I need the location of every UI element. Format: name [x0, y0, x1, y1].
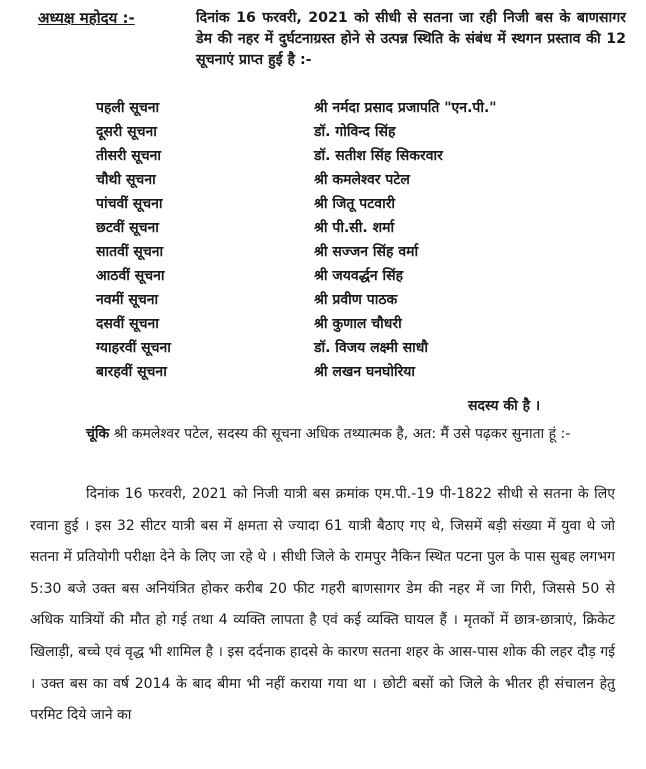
notice-row	[96, 168, 566, 192]
notice-member-name: श्री प्रवीण पाठक	[314, 292, 398, 308]
notice-label: बारहवीं सूचना	[96, 364, 167, 380]
notice-row	[96, 336, 566, 360]
notice-member-name: श्री नर्मदा प्रसाद प्रजापति "एन.पी."	[314, 100, 497, 116]
notice-member-name: डॉ. सतीश सिंह सिकरवार	[314, 148, 443, 164]
notice-label: चौथी सूचना	[96, 172, 156, 188]
paragraph-lead-word: चूंकि	[86, 426, 110, 442]
notice-row	[96, 144, 566, 168]
notice-row	[96, 192, 566, 216]
salutation: अध्यक्ष महोदय :-	[38, 9, 135, 27]
incident-paragraph: दिनांक 16 फरवरी, 2021 को निजी यात्री बस क्रमांक एम.पी.-19 पी-1822 सीधी से सतना के लिए रवाना हुई । इस 32 सीटर यात्री बस में क्षमता से ज्यादा 61 यात्री बैठाए गए थे, जिसमें बड़ी संख्या में युवा थे जो सतना में प्रतियोगी परीक्षा देने के लिए जा रहे थे । सीधी जिले के रामपुर नैकिन स्थित पटना पुल के पास सुबह लगभग 5:30 बजे उक्त बस अनियंत्रित होकर करीब 20 फीट गहरी बाणसागर डेम की नहर में जा गिरी, जिससे 50 से अधिक यात्रियों की मौत हो गई तथा 4 व्यक्ति लापता है एवं कई व्यक्ति घायल हैं । मृतकों में छात्र-छात्राएं, क्रिकेट खिलाड़ी, बच्चे एवं वृद्ध भी शामिल है । इस दर्दनाक हादसे के कारण सतना शहर के आस-पास शोक की लहर दौड़ गई । उक्त बस का वर्ष 2014 के बाद बीमा भी नहीं कराया गया था । छोटी बसों को जिले के भीतर ही संचालन हेतु परमिट दिये जाने का	[30, 486, 615, 724]
notice-row	[96, 216, 566, 240]
notice-member-name: श्री सज्जन सिंह वर्मा	[314, 244, 419, 260]
notice-row	[96, 264, 566, 288]
notice-label: नवमीं सूचना	[96, 292, 159, 308]
notice-row	[96, 120, 566, 144]
notice-member-name: श्री कमलेश्वर पटेल	[314, 172, 410, 188]
notice-label: आठवीं सूचना	[96, 268, 165, 284]
notice-member-name: श्री जितू पटवारी	[314, 196, 396, 212]
notice-member-name: डॉ. विजय लक्ष्मी साधौ	[314, 340, 429, 356]
notice-label: ग्याहरवीं सूचना	[96, 340, 171, 356]
intro-paragraph: दिनांक 16 फरवरी, 2021 को सीधी से सतना जा रही निजी बस के बाणसागर डेम की नहर में दुर्घटनाग्रस्त होने से उत्पन्न स्थिति के संबंध में स्थगन प्रस्ताव की 12 सूचनाएं प्राप्त हुई है :-	[196, 10, 626, 68]
notice-label: पहली सूचना	[96, 100, 160, 116]
notice-label: छटवीं सूचना	[96, 220, 159, 236]
notice-member-name: श्री कुणाल चौधरी	[314, 316, 402, 332]
notice-label: सातवीं सूचना	[96, 244, 164, 260]
notice-list	[96, 96, 566, 384]
notice-row	[96, 288, 566, 312]
notice-label: तीसरी सूचना	[96, 148, 162, 164]
notice-member-name: श्री पी.सी. शर्मा	[314, 220, 395, 236]
notice-label: पांचवीं सूचना	[96, 196, 163, 212]
paragraph-text: श्री कमलेश्वर पटेल, सदस्य की सूचना अधिक तथ्यात्मक है, अत: मैं उसे पढ़कर सुनाता हूं :-	[109, 426, 571, 442]
notice-member-name: डॉ. गोविन्द सिंह	[314, 124, 396, 140]
notice-member-name: श्री लखन घनघोरिया	[314, 364, 416, 380]
notice-label: दसवीं सूचना	[96, 316, 159, 332]
member-note: सदस्य की है ।	[468, 398, 541, 414]
notice-row	[96, 360, 566, 384]
notice-row	[96, 240, 566, 264]
notice-member-name: श्री जयवर्द्धन सिंह	[314, 268, 404, 284]
notice-label: दूसरी सूचना	[96, 124, 157, 140]
notice-row	[96, 96, 566, 120]
reading-paragraph	[30, 421, 615, 447]
notice-row	[96, 312, 566, 336]
